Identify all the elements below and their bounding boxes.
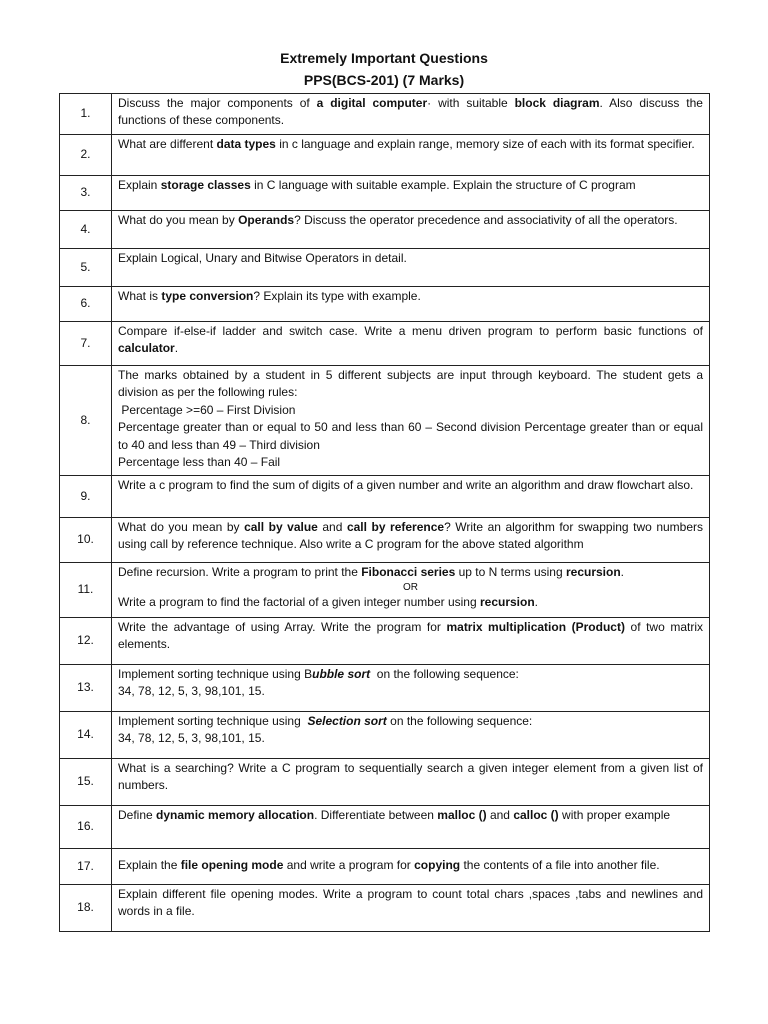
question-text-segment: Discuss the major components of [118, 96, 317, 110]
question-text-segment: Implement sorting technique using B [118, 667, 313, 681]
table-row [60, 94, 710, 135]
question-text-segment: on the following sequence: [386, 714, 533, 728]
question-number: 2. [60, 135, 112, 176]
question-number: 18. [60, 885, 112, 932]
question-text-segment: the contents of a file into another file. [460, 857, 660, 872]
question-text [112, 366, 710, 476]
question-number: 10. [60, 518, 112, 563]
question-text [112, 806, 710, 849]
emphasis-text: copying [414, 857, 461, 872]
question-number: 1. [60, 94, 112, 135]
emphasis-text: data types [216, 137, 276, 151]
question-number: 9. [60, 476, 112, 518]
question-text-segment: ? Write an algorithm for swapping two numbers using call by reference technique. Also write a C program for the above stated algorithm [118, 520, 704, 552]
question-text-segment: . [620, 565, 625, 579]
question-number: 3. [60, 176, 112, 211]
emphasis-text: Selection sort [307, 714, 387, 728]
question-line [118, 683, 703, 700]
question-text-segment: with proper example [558, 808, 671, 822]
table-row [60, 322, 710, 366]
question-text-segment: . Differentiate between [314, 808, 438, 822]
question-text [112, 287, 710, 322]
table-row [60, 476, 710, 518]
question-line: The marks obtained by a student in 5 different subjects are input through keyboard. The student gets a division as per the following rules: [118, 368, 707, 400]
question-text [112, 518, 710, 563]
question-text-segment: Explain Logical, Unary and Bitwise Operators in detail. [118, 251, 407, 265]
question-text-segment: Define [118, 808, 157, 822]
question-text-segment: What do you mean by [118, 213, 239, 227]
question-number: 11. [60, 563, 112, 618]
question-text-segment: and [486, 808, 514, 822]
table-row [60, 135, 710, 176]
emphasis-text: calloc () [513, 808, 559, 822]
question-line: Percentage >=60 – First Division [118, 402, 296, 417]
question-text-segment: 34, 78, 12, 5, 3, 98,101, 15. [118, 731, 265, 746]
question-text-segment: up to N terms using [455, 565, 566, 579]
emphasis-text: dynamic memory allocation [156, 808, 315, 822]
emphasis-text: call by reference [346, 520, 445, 534]
question-line: Percentage less than 40 – Fail [118, 455, 281, 470]
question-text-segment: . [534, 595, 538, 610]
table-row [60, 563, 710, 618]
question-text-segment: 34, 78, 12, 5, 3, 98,101, 15. [118, 684, 265, 699]
question-text [112, 618, 710, 665]
page-subtitle: PPS(BCS-201) (7 Marks) [303, 72, 465, 88]
question-text-segment: Implement sorting technique using [118, 714, 308, 728]
question-text-segment: Define recursion. Write a program to print the [118, 565, 362, 579]
question-number: 8. [60, 366, 112, 476]
emphasis-text: type conversion [161, 289, 254, 303]
question-text-segment: ? Explain its type with example. [253, 289, 421, 303]
question-number: 7. [60, 322, 112, 366]
question-text-segment: in C language with suitable example. Explain the structure of C program [250, 178, 636, 192]
question-text-segment: in c language and explain range, memory size of each with its format specifier. [275, 137, 695, 151]
question-text [112, 135, 710, 176]
emphasis-text: recursion [479, 595, 535, 610]
question-text-segment: Explain [118, 178, 161, 192]
emphasis-text: Fibonacci series [361, 565, 456, 579]
question-text [112, 712, 710, 759]
page-title: Extremely Important Questions [280, 50, 488, 66]
question-text [112, 176, 710, 211]
question-text-segment: on the following sequence: [370, 667, 519, 681]
or-separator: OR [403, 582, 418, 594]
emphasis-text: recursion [565, 565, 621, 579]
table-row [60, 287, 710, 322]
question-text-segment: Compare if-else-if ladder and switch case. Write a menu driven program to perform basic functions of [118, 324, 703, 338]
table-row [60, 249, 710, 287]
emphasis-text: Operands [238, 213, 295, 227]
question-text-segment: and write a program for [283, 857, 415, 872]
question-text-segment: What are different [118, 137, 217, 151]
question-number: 17. [60, 849, 112, 885]
emphasis-text: a digital computer [316, 96, 428, 110]
table-row [60, 518, 710, 563]
question-text [112, 94, 710, 135]
emphasis-text: calculator [118, 341, 175, 356]
question-text-segment: Explain the [118, 857, 181, 872]
emphasis-text: ubble sort [312, 667, 371, 681]
question-number: 16. [60, 806, 112, 849]
question-text [112, 322, 710, 366]
question-number: 15. [60, 759, 112, 806]
question-text-segment: Write a c program to find the sum of digits of a given number and write an algorithm and draw flowchart also. [118, 478, 694, 492]
emphasis-text: call by value [244, 520, 318, 534]
question-text-segment: . [174, 341, 179, 356]
emphasis-text: storage classes [160, 178, 251, 192]
table-row [60, 759, 710, 806]
questions-table [59, 93, 710, 932]
question-number: 6. [60, 287, 112, 322]
emphasis-text: matrix multiplication (Product) [446, 620, 625, 634]
question-text [112, 849, 710, 885]
question-text [112, 885, 710, 932]
question-text [112, 476, 710, 518]
question-text-segment: What is a searching? Write a C program to sequentially search a given integer element from a given list of numbers. [118, 761, 703, 793]
question-line [118, 564, 703, 581]
question-text [112, 759, 710, 806]
question-text-segment: and [317, 520, 347, 534]
question-line [118, 594, 703, 611]
question-number: 14. [60, 712, 112, 759]
question-text [112, 249, 710, 287]
table-row [60, 712, 710, 759]
question-text-segment: · with suitable [427, 96, 515, 110]
table-row [60, 176, 710, 211]
table-row [60, 366, 710, 476]
emphasis-text: block diagram [514, 96, 600, 110]
question-text-segment: Write the advantage of using Array. Write the program for [118, 620, 447, 634]
question-number: 12. [60, 618, 112, 665]
table-row [60, 806, 710, 849]
question-text [112, 563, 710, 618]
question-line [118, 730, 703, 747]
emphasis-text: file opening mode [180, 857, 284, 872]
question-text-segment: What is [118, 289, 162, 303]
table-row [60, 885, 710, 932]
question-text-segment: What do you mean by [118, 520, 245, 534]
question-text-segment: ? Discuss the operator precedence and associativity of all the operators. [294, 213, 678, 227]
question-number: 4. [60, 211, 112, 249]
question-text-segment: of two matrix elements. [118, 620, 703, 652]
question-text-segment: . Also discuss the functions of these components. [118, 96, 703, 128]
table-row [60, 618, 710, 665]
table-row [60, 211, 710, 249]
question-line [118, 666, 703, 683]
question-line [118, 581, 703, 594]
question-text [112, 211, 710, 249]
table-row [60, 849, 710, 885]
emphasis-text: malloc () [437, 808, 487, 822]
question-text-segment: Write a program to find the factorial of a given integer number using [118, 595, 480, 610]
question-text [112, 665, 710, 712]
table-row [60, 665, 710, 712]
question-number: 5. [60, 249, 112, 287]
question-number: 13. [60, 665, 112, 712]
question-line [118, 713, 703, 730]
question-text-segment: Explain different file opening modes. Write a program to count total chars ,spaces ,tabs and newlines and words in a file. [118, 887, 703, 919]
question-line: Percentage greater than or equal to 50 and less than 60 – Second division Percentage greater than or equal to 40 and less than 49 – Third division [118, 420, 707, 452]
